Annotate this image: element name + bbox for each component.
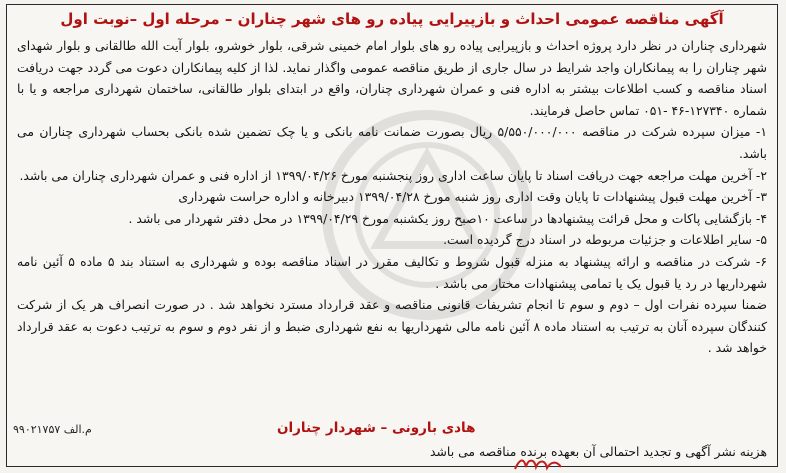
clause-4: ۴- بازگشایی پاکات و محل قرائت پیشنهادها در ساعت ۱۰صبح روز یکشنبه مورخ ۱۳۹۹/۰۴/۲۹ در محل دفتر شهردار می باشد . — [128, 210, 767, 226]
signature: هادی بارونی – شهردار چناران — [277, 420, 476, 436]
clause-6: ۶- شرکت در مناقصه و ارائه پیشنهاد به منزله قبول شروط و تکالیف مقرر در اسناد مناقصه بوده و شهرداری به استناد بند ۵ ماده ۵ آئین نامه شهرداریها در رد یا قبول یک یا تمامی پیشنهادات مختار می باشد . — [17, 253, 767, 291]
ad-code: م.الف ۹۹۰۲۱۷۵۷ — [13, 423, 92, 436]
clause-5: ۵- سایر اطلاعات و جزئیات مربوطه در اسناد درج گردیده است. — [443, 232, 767, 248]
clause-1: ۱- میزان سپرده شرکت در مناقصه ۵/۵۵۰/۰۰۰/۰۰۰ ریال بصورت ضمانت نامه بانکی و یا چک تضمین شده بانکی بحساب شهرداری چناران می باشد. — [17, 124, 767, 161]
clause-2: ۲- آخرین مهلت مراجعه جهت دریافت اسناد تا پایان ساعت اداری روز پنجشنبه مورخ ۱۳۹۹/۰۴/۲۶ از اداره فنی و عمران شهرداری چناران می باشد. — [19, 167, 767, 183]
footer-note: هزینه نشر آگهی و تجدید احتمالی آن بعهده برنده مناقصه می باشد — [430, 444, 767, 459]
deposit-note: ضمنا سپرده نفرات اول – دوم و سوم تا انجام تشریفات قانونی مناقصه و عقد قرارداد مسترد نخواهد شد . در صورت انصراف هر یک از شرکت کنندگان سپرده آنان به ترتیب به استناد ماده ۸ آئین نامه مالی شهرداریها به نفع شهرداری ضبط و از نفر دوم و سوم به ترتیب دعوت به عقد قرارداد خواهد شد . — [17, 297, 767, 356]
intro-paragraph: شهرداری چناران در نظر دارد پروژه احداث و بازپیرایی پیاده رو های بلوار امام خمینی شرقی، بلوار خوشرو، بلوار آیت الله طالقانی و بلوار شهدای شهر چناران را به پیمانکاران واجد شرایط در سال جاری از طریق مناقصه عمومی واگذار نماید. لذا از کلیه پیمانکاران دعوت می گردد جهت دریافت اسناد مناقصه و کسب اطلاعات بیشتر به اداره فنی و عمران شهرداری چناران، واقع در ابتدای بلوار طالقانی، ساختمان شهرداری مراجعه و یا با شماره ۱۲۷۳۴۰-۴۶ -۰۵۱ تماس حاصل فرمایند. — [17, 38, 767, 118]
handwritten-mark-icon — [512, 455, 564, 473]
signature-row — [7, 420, 777, 440]
notice-body — [17, 35, 767, 359]
tender-notice — [6, 4, 778, 467]
notice-title: آگهی مناقصه عمومی احداث و بازپیرایی پیاده رو های شهر چناران – مرحله اول –نوبت اول — [60, 10, 724, 28]
clause-3: ۳- آخرین مهلت قبول پیشنهادات تا پایان وقت اداری روز شنبه مورخ ۱۳۹۹/۰۴/۲۸ دبیرخانه و اداره حراست شهرداری — [178, 189, 767, 205]
title-bar — [7, 5, 777, 31]
